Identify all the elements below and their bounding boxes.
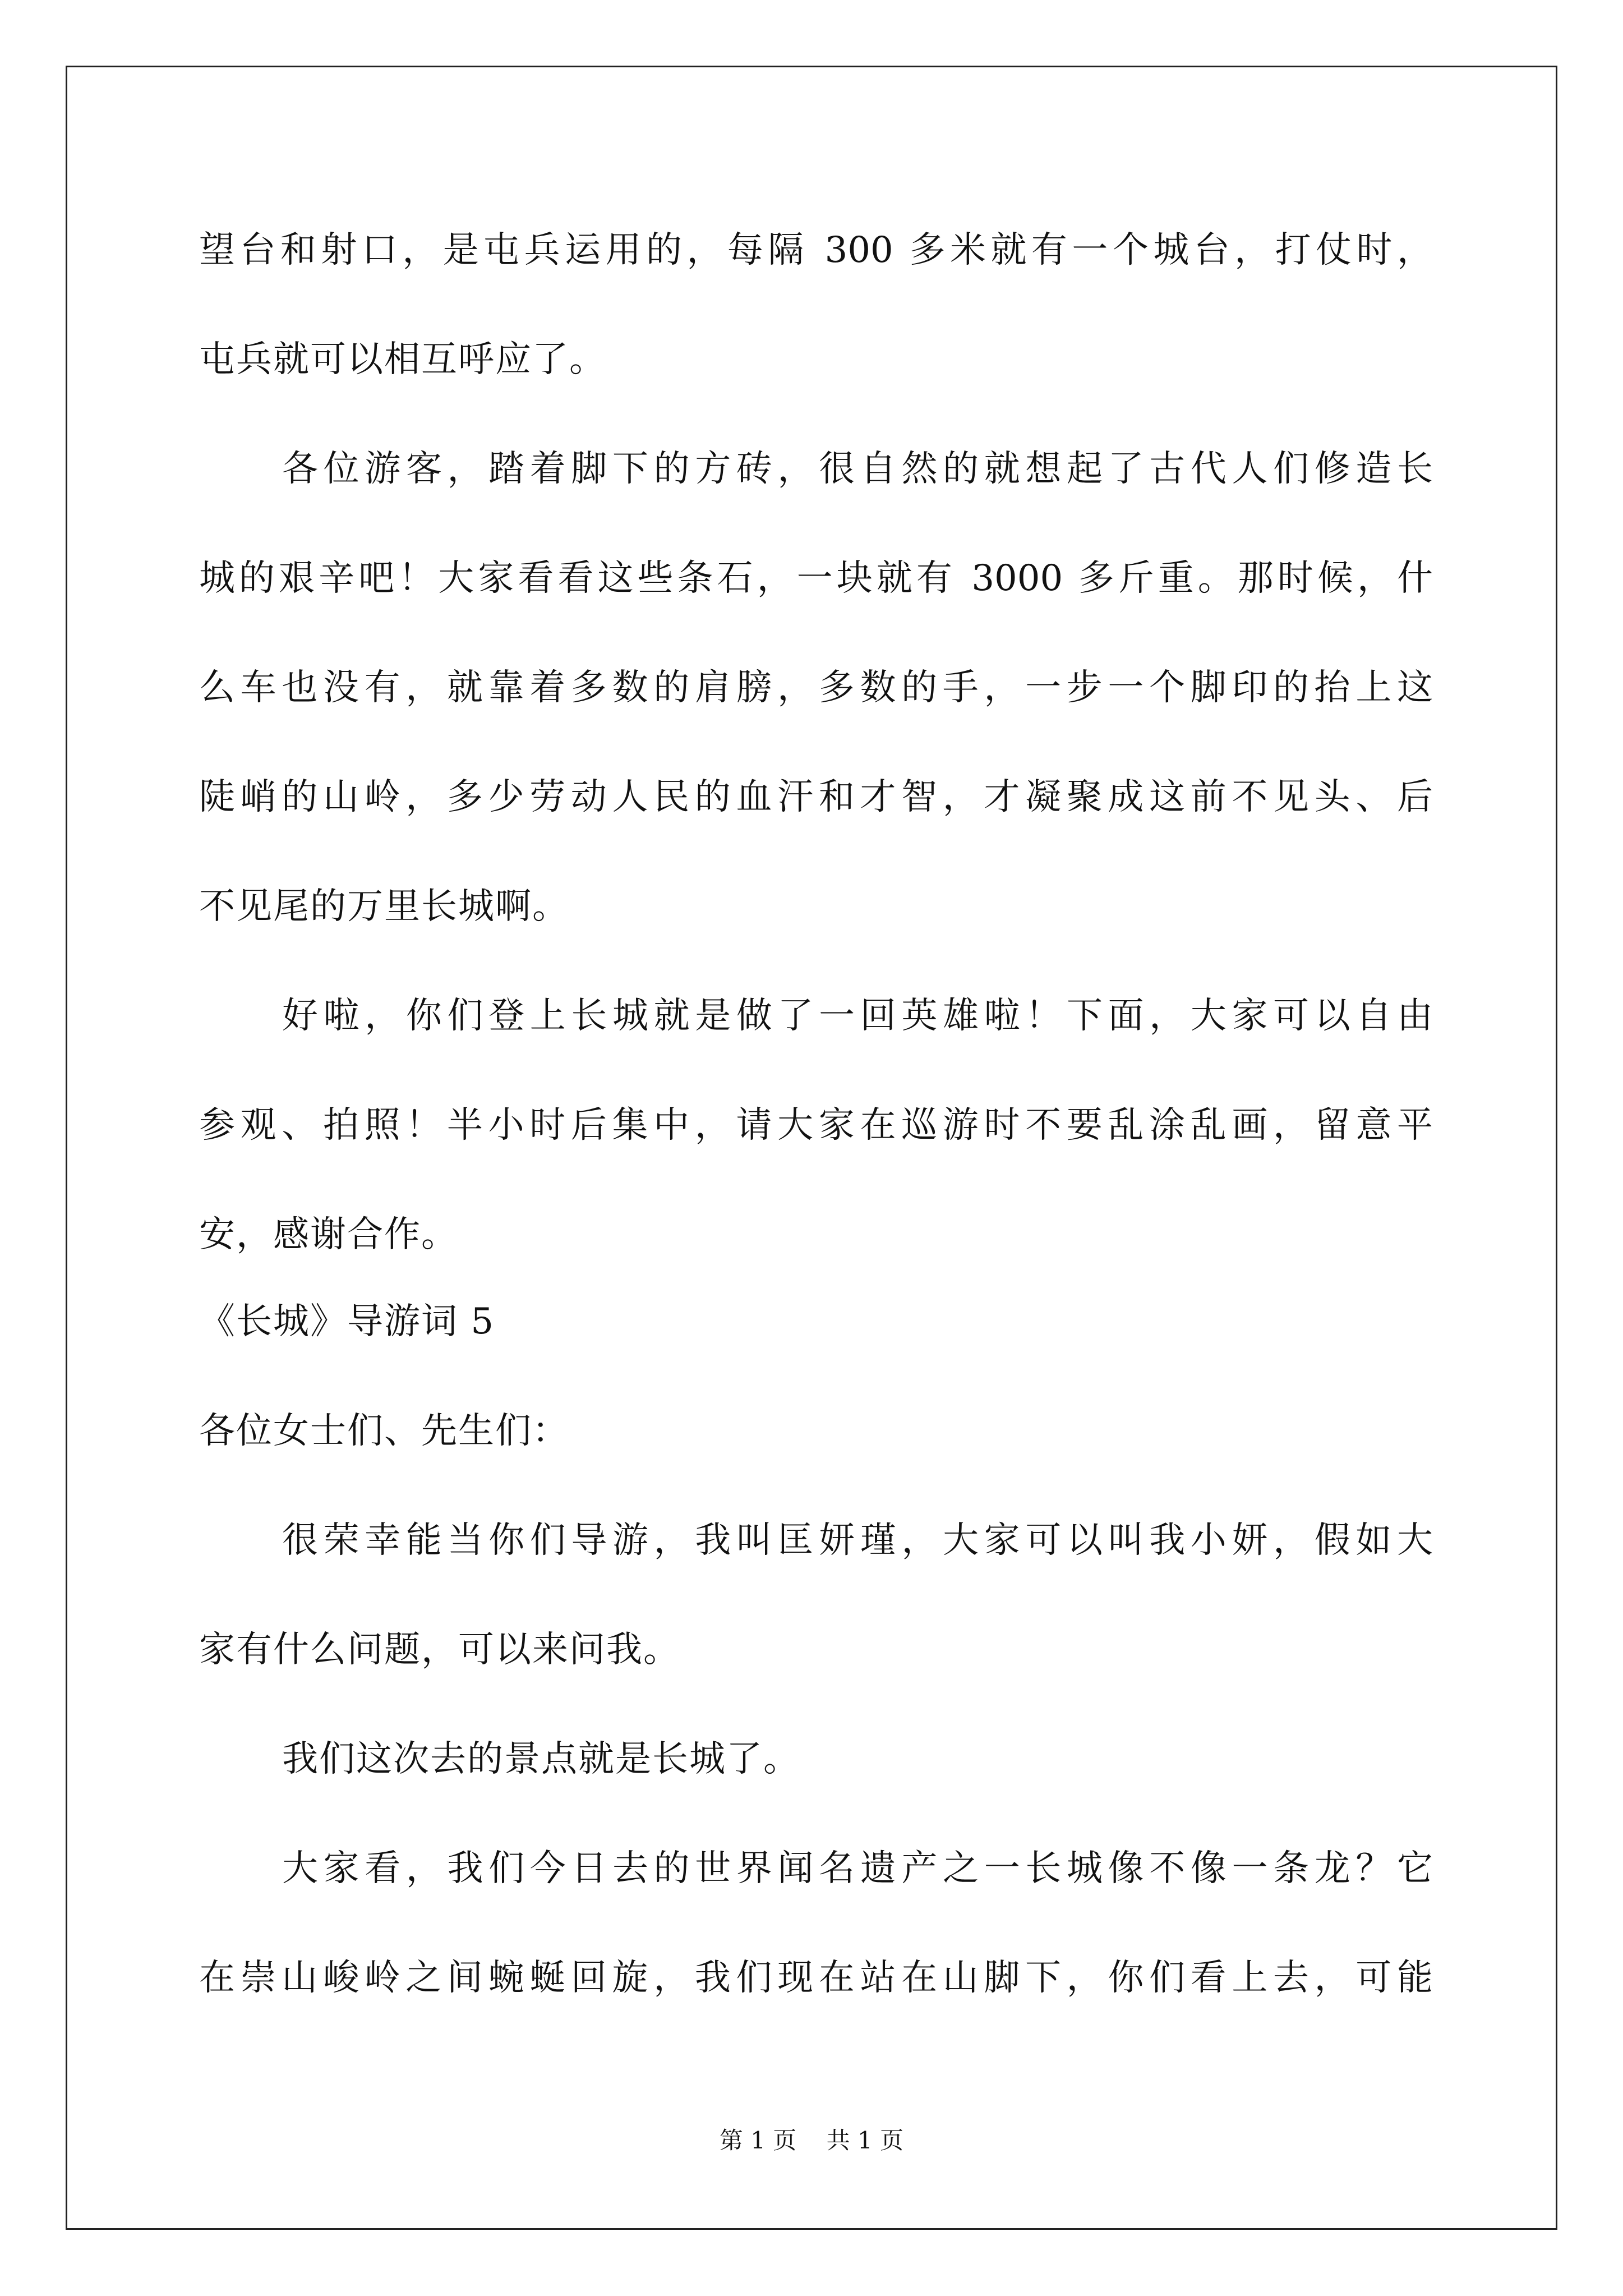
text-line: 家有什么问题，可以来问我。 <box>199 1629 680 1671</box>
text-line: 在崇山峻岭之间蜿蜒回旋，我们现在站在山脚下，你们看上去，可能 <box>199 1957 1433 1999</box>
text-line: 参观、拍照！半小时后集中，请大家在巡游时不要乱涂乱画，留意平 <box>199 1105 1433 1146</box>
paragraph-first-line: 我们这次去的景点就是长城了。 <box>282 1738 800 1780</box>
text-line: 不见尾的万里长城啊。 <box>199 886 569 927</box>
page-footer: 第 1 页 共 1 页 <box>719 2127 904 2154</box>
paragraph-first-line: 各位游客，踏着脚下的方砖，很自然的就想起了古代人们修造长 <box>282 448 1433 490</box>
text-line: 安，感谢合作。 <box>199 1214 458 1255</box>
text-line: 陡峭的山岭，多少劳动人民的血汗和才智，才凝聚成这前不见头、后 <box>199 776 1433 818</box>
section-heading: 《长城》导游词 5 <box>199 1301 495 1342</box>
text-line: 么车也没有，就靠着多数的肩膀，多数的手，一步一个脚印的抬上这 <box>199 667 1433 708</box>
greeting-line: 各位女士们、先生们： <box>199 1410 569 1452</box>
page-border <box>66 66 1557 2230</box>
paragraph-first-line: 很荣幸能当你们导游，我叫匡妍瑾，大家可以叫我小妍，假如大 <box>282 1520 1433 1561</box>
text-line: 屯兵就可以相互呼应了。 <box>199 339 606 380</box>
text-line: 望台和射口，是屯兵运用的，每隔 300 多米就有一个城台，打仗时， <box>199 229 1433 271</box>
paragraph-first-line: 大家看，我们今日去的世界闻名遗产之一长城像不像一条龙？它 <box>282 1848 1433 1889</box>
paragraph-first-line: 好啦，你们登上长城就是做了一回英雄啦！下面，大家可以自由 <box>282 995 1433 1037</box>
text-line: 城的艰辛吧！大家看看这些条石，一块就有 3000 多斤重。那时候，什 <box>199 558 1433 599</box>
